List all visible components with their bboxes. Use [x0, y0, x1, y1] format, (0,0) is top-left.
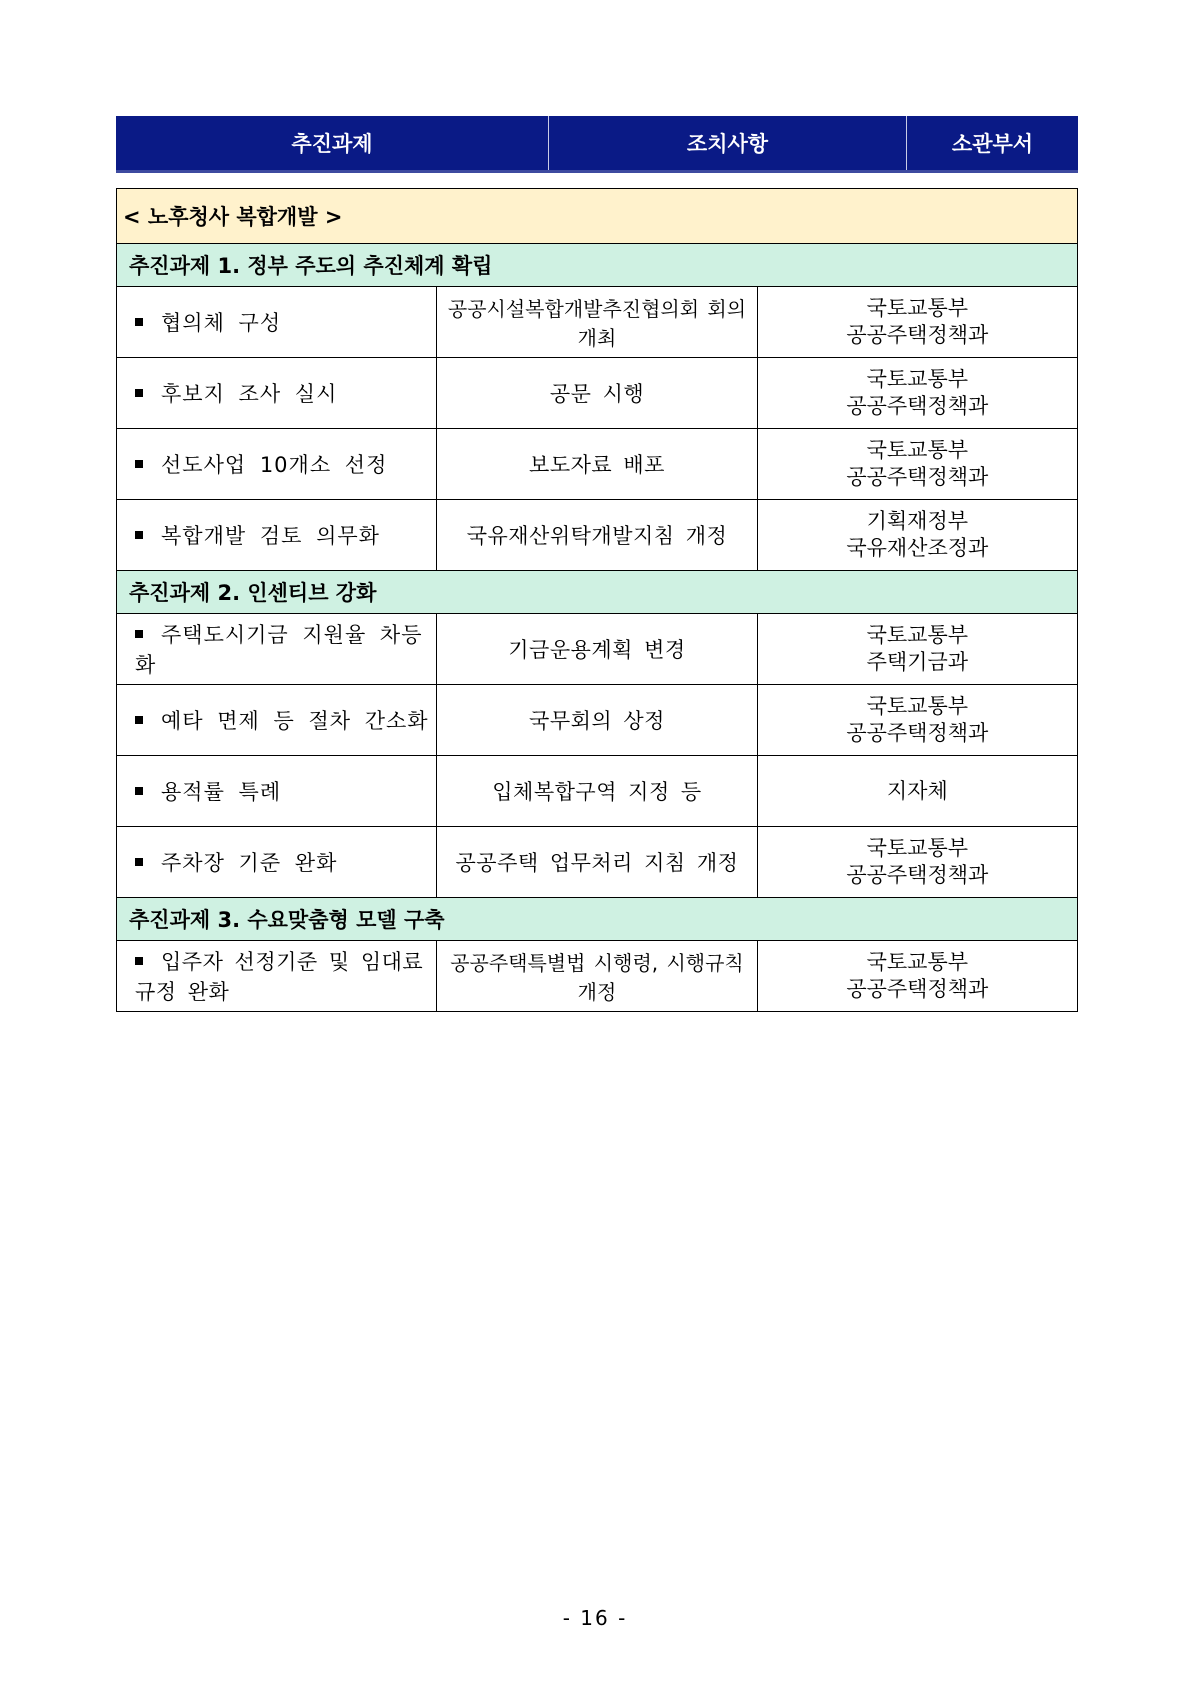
- dept-cell: [757, 941, 1077, 1012]
- action-cell: 공공시설복합개발추진협의회 회의 개최: [437, 287, 757, 358]
- table-row: [117, 429, 1078, 500]
- dept-division: 공공주택정책과: [846, 323, 989, 347]
- dept-division: 주택기금과: [866, 650, 969, 674]
- dept-cell: [757, 429, 1077, 500]
- dept-cell: [757, 756, 1077, 827]
- table-row: [117, 756, 1078, 827]
- square-bullet-icon: [135, 630, 143, 638]
- group-title: 추진과제 1. 정부 주도의 추진체계 확립: [117, 244, 1078, 287]
- task-cell: [117, 429, 437, 500]
- action-cell: 공공주택특별법 시행령, 시행규칙 개정: [437, 941, 757, 1012]
- table-header: [116, 116, 1078, 173]
- task-text: 예타 면제 등 절차 간소화: [161, 709, 429, 733]
- group-title: 추진과제 3. 수요맞춤형 모델 구축: [117, 898, 1078, 941]
- dept-ministry: 국토교통부: [866, 296, 969, 320]
- dept-division: 공공주택정책과: [846, 465, 989, 489]
- square-bullet-icon: [135, 858, 143, 866]
- dept-division: 공공주택정책과: [846, 394, 989, 418]
- table-row: [117, 827, 1078, 898]
- square-bullet-icon: [135, 389, 143, 397]
- action-cell: 입체복합구역 지정 등: [437, 756, 757, 827]
- square-bullet-icon: [135, 460, 143, 468]
- dept-cell: [757, 500, 1077, 571]
- action-cell: 공문 시행: [437, 358, 757, 429]
- task-text: 선도사업 10개소 선정: [161, 453, 388, 477]
- table-row: [117, 500, 1078, 571]
- dept-ministry: 국토교통부: [866, 623, 969, 647]
- dept-ministry: 국토교통부: [866, 367, 969, 391]
- group-title: 추진과제 2. 인센티브 강화: [117, 571, 1078, 614]
- dept-division: 공공주택정책과: [846, 863, 989, 887]
- header-action: 조치사항: [549, 116, 907, 172]
- action-cell: 기금운용계획 변경: [437, 614, 757, 685]
- dept-division: 국유재산조정과: [846, 536, 989, 560]
- task-text: 후보지 조사 실시: [161, 382, 338, 406]
- header-dept: 소관부서: [907, 116, 1079, 172]
- dept-ministry: 기획재정부: [866, 509, 969, 533]
- page-number: - 16 -: [562, 1606, 628, 1630]
- task-cell: [117, 614, 437, 685]
- square-bullet-icon: [135, 716, 143, 724]
- dept-division: 공공주택정책과: [846, 721, 989, 745]
- square-bullet-icon: [135, 957, 143, 965]
- task-text: 주택도시기금 지원율 차등화: [135, 623, 423, 677]
- dept-ministry: 국토교통부: [866, 438, 969, 462]
- action-cell: 공공주택 업무처리 지침 개정: [437, 827, 757, 898]
- task-text: 입주자 선정기준 및 임대료 규정 완화: [135, 950, 424, 1004]
- section-title: < 노후청사 복합개발 >: [117, 189, 1078, 244]
- task-cell: [117, 827, 437, 898]
- dept-division: 공공주택정책과: [846, 977, 989, 1001]
- dept-cell: [757, 287, 1077, 358]
- task-cell: [117, 685, 437, 756]
- task-text: 주차장 기준 완화: [161, 851, 338, 875]
- table-row: [117, 614, 1078, 685]
- table-row: [117, 287, 1078, 358]
- dept-ministry: 국토교통부: [866, 950, 969, 974]
- table-row: [117, 685, 1078, 756]
- square-bullet-icon: [135, 787, 143, 795]
- task-text: 협의체 구성: [161, 311, 282, 335]
- task-cell: [117, 500, 437, 571]
- task-cell: [117, 287, 437, 358]
- table-row: [117, 358, 1078, 429]
- dept-ministry: 국토교통부: [866, 836, 969, 860]
- dept-cell: [757, 358, 1077, 429]
- dept-ministry: 지자체: [886, 778, 948, 803]
- task-cell: [117, 358, 437, 429]
- task-text: 용적률 특례: [161, 780, 282, 804]
- task-text: 복합개발 검토 의무화: [161, 524, 380, 548]
- action-cell: 국유재산위탁개발지침 개정: [437, 500, 757, 571]
- dept-cell: [757, 827, 1077, 898]
- task-table: [116, 188, 1078, 1012]
- dept-cell: [757, 614, 1077, 685]
- header-task: 추진과제: [116, 116, 549, 172]
- task-cell: [117, 941, 437, 1012]
- square-bullet-icon: [135, 318, 143, 326]
- action-cell: 국무회의 상정: [437, 685, 757, 756]
- square-bullet-icon: [135, 531, 143, 539]
- table-row: [117, 941, 1078, 1012]
- dept-ministry: 국토교통부: [866, 694, 969, 718]
- task-cell: [117, 756, 437, 827]
- action-cell: 보도자료 배포: [437, 429, 757, 500]
- dept-cell: [757, 685, 1077, 756]
